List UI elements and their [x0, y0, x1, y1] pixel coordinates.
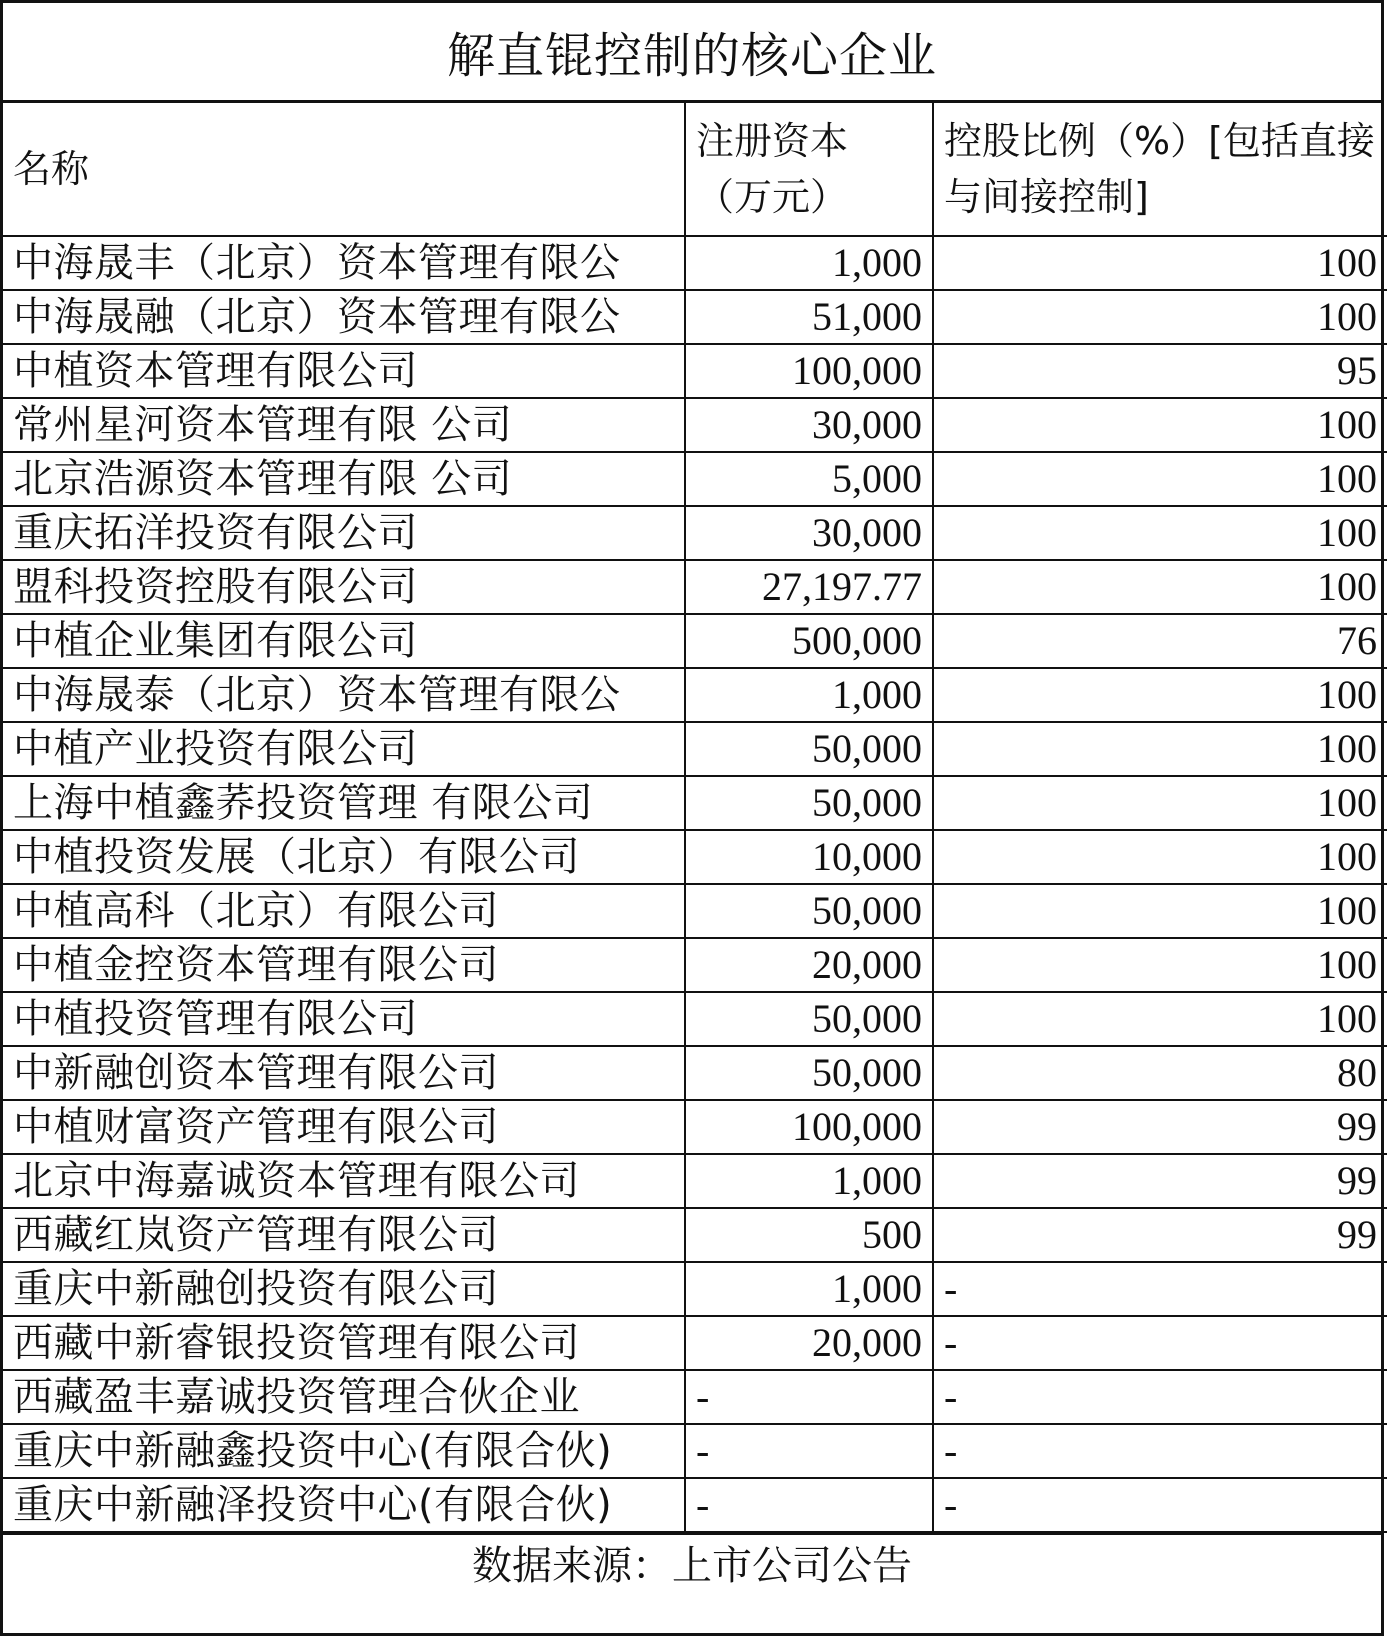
header-row [3, 103, 1387, 236]
registered-capital: 100,000 [685, 344, 933, 398]
company-name: 西藏中新睿银投资管理有限公司 [3, 1316, 685, 1370]
company-name: 重庆中新融创投资有限公司 [3, 1262, 685, 1316]
registered-capital: 10,000 [685, 830, 933, 884]
table-row [3, 1154, 1387, 1208]
table-row [3, 1316, 1387, 1370]
registered-capital: 20,000 [685, 1316, 933, 1370]
table-row [3, 668, 1387, 722]
registered-capital: 51,000 [685, 290, 933, 344]
header-name: 名称 [3, 103, 685, 236]
company-name: 北京中海嘉诚资本管理有限公司 [3, 1154, 685, 1208]
holding-percentage: 100 [933, 722, 1387, 776]
company-name: 中海晟泰（北京）资本管理有限公 [3, 668, 685, 722]
holding-percentage: 100 [933, 452, 1387, 506]
source-note: 数据来源：上市公司公告 [3, 1533, 1381, 1589]
holding-percentage: - [933, 1424, 1387, 1478]
company-name: 中植投资发展（北京）有限公司 [3, 830, 685, 884]
holdings-table [3, 103, 1387, 1533]
holding-percentage: 99 [933, 1154, 1387, 1208]
company-name: 中植资本管理有限公司 [3, 344, 685, 398]
company-name: 中植财富资产管理有限公司 [3, 1100, 685, 1154]
table-row [3, 398, 1387, 452]
company-name: 中植高科（北京）有限公司 [3, 884, 685, 938]
table-row [3, 290, 1387, 344]
registered-capital: 500,000 [685, 614, 933, 668]
table-row [3, 1046, 1387, 1100]
holding-percentage: 80 [933, 1046, 1387, 1100]
table-row [3, 884, 1387, 938]
holding-percentage: 100 [933, 830, 1387, 884]
registered-capital: 30,000 [685, 506, 933, 560]
holding-percentage: - [933, 1370, 1387, 1424]
registered-capital: 1,000 [685, 1154, 933, 1208]
header-capital: 注册资本（万元） [685, 103, 933, 236]
table-row [3, 992, 1387, 1046]
holding-percentage: 100 [933, 776, 1387, 830]
holding-percentage: 100 [933, 992, 1387, 1046]
company-name: 中植产业投资有限公司 [3, 722, 685, 776]
table-row [3, 1370, 1387, 1424]
registered-capital: 5,000 [685, 452, 933, 506]
registered-capital: - [685, 1424, 933, 1478]
table-title: 解直锟控制的核心企业 [3, 3, 1381, 103]
company-name: 重庆拓洋投资有限公司 [3, 506, 685, 560]
holding-percentage: 99 [933, 1100, 1387, 1154]
table-row [3, 1262, 1387, 1316]
registered-capital: 50,000 [685, 884, 933, 938]
company-name: 重庆中新融泽投资中心(有限合伙) [3, 1478, 685, 1532]
holding-percentage: - [933, 1478, 1387, 1532]
registered-capital: 50,000 [685, 992, 933, 1046]
registered-capital: 20,000 [685, 938, 933, 992]
table-row [3, 830, 1387, 884]
registered-capital: - [685, 1478, 933, 1532]
table-row [3, 938, 1387, 992]
registered-capital: 1,000 [685, 1262, 933, 1316]
holding-percentage: 100 [933, 398, 1387, 452]
holding-percentage: 100 [933, 668, 1387, 722]
holding-percentage: 76 [933, 614, 1387, 668]
registered-capital: 100,000 [685, 1100, 933, 1154]
table-row [3, 560, 1387, 614]
registered-capital: 27,197.77 [685, 560, 933, 614]
holding-percentage: - [933, 1262, 1387, 1316]
table-row [3, 236, 1387, 290]
table-row [3, 506, 1387, 560]
company-name: 中植金控资本管理有限公司 [3, 938, 685, 992]
holding-percentage: 100 [933, 236, 1387, 290]
table-row [3, 1478, 1387, 1532]
registered-capital: 500 [685, 1208, 933, 1262]
company-name: 上海中植鑫荞投资管理 有限公司 [3, 776, 685, 830]
company-name: 中植企业集团有限公司 [3, 614, 685, 668]
registered-capital: 50,000 [685, 776, 933, 830]
registered-capital: - [685, 1370, 933, 1424]
holding-percentage: 95 [933, 344, 1387, 398]
company-name: 北京浩源资本管理有限 公司 [3, 452, 685, 506]
company-name: 盟科投资控股有限公司 [3, 560, 685, 614]
holding-percentage: 100 [933, 884, 1387, 938]
company-name: 中海晟丰（北京）资本管理有限公 [3, 236, 685, 290]
table-row [3, 722, 1387, 776]
registered-capital: 1,000 [685, 668, 933, 722]
company-name: 中植投资管理有限公司 [3, 992, 685, 1046]
header-share: 控股比例（%）[包括直接与间接控制] [933, 103, 1387, 236]
table-row [3, 1208, 1387, 1262]
company-name: 重庆中新融鑫投资中心(有限合伙) [3, 1424, 685, 1478]
company-name: 西藏红岚资产管理有限公司 [3, 1208, 685, 1262]
registered-capital: 30,000 [685, 398, 933, 452]
table-row [3, 1424, 1387, 1478]
holding-percentage: 100 [933, 290, 1387, 344]
registered-capital: 1,000 [685, 236, 933, 290]
holding-percentage: 100 [933, 560, 1387, 614]
company-name: 中海晟融（北京）资本管理有限公 [3, 290, 685, 344]
company-name: 常州星河资本管理有限 公司 [3, 398, 685, 452]
company-name: 西藏盈丰嘉诚投资管理合伙企业 [3, 1370, 685, 1424]
table-row [3, 1100, 1387, 1154]
table-body [3, 236, 1387, 1532]
table-row [3, 344, 1387, 398]
registered-capital: 50,000 [685, 722, 933, 776]
holding-percentage: - [933, 1316, 1387, 1370]
table-row [3, 776, 1387, 830]
company-name: 中新融创资本管理有限公司 [3, 1046, 685, 1100]
holding-percentage: 99 [933, 1208, 1387, 1262]
table-row [3, 452, 1387, 506]
holding-percentage: 100 [933, 938, 1387, 992]
holding-percentage: 100 [933, 506, 1387, 560]
registered-capital: 50,000 [685, 1046, 933, 1100]
table-row [3, 614, 1387, 668]
